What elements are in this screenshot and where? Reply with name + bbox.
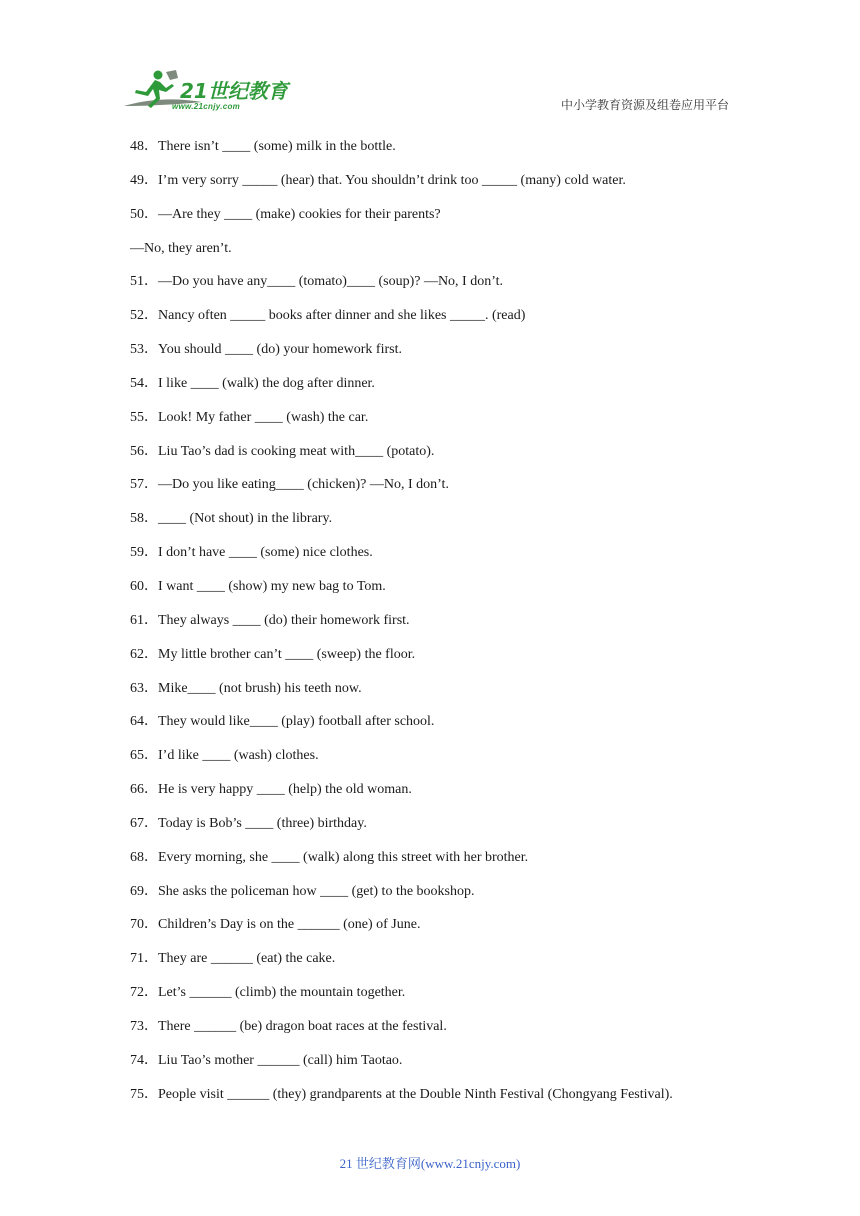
question-item: 75．People visit ______ (they) grandparents at the Double Ninth Festival (Chongyang Festival). [130,1086,673,1102]
question-item: 67．Today is Bob’s ____ (three) birthday. [130,815,367,831]
question-item: —No, they aren’t. [130,240,232,256]
logo-url: www.21cnjy.com [172,102,241,111]
question-item: 66．He is very happy ____ (help) the old woman. [130,782,412,798]
question-item: 53．You should ____ (do) your homework first. [130,342,402,358]
question-item: 71．They are ______ (eat) the cake. [130,951,336,967]
question-item: 48．There isn’t ____ (some) milk in the bottle. [130,139,396,154]
platform-title: 中小学教育资源及组卷应用平台 [560,98,729,112]
question-item: 58．____ (Not shout) in the library. [130,511,333,527]
question-item: 74．Liu Tao’s mother ______ (call) him Taotao. [130,1052,403,1068]
question-item: 52．Nancy often _____ books after dinner and she likes _____. (read) [130,308,526,324]
question-item: 72．Let’s ______ (climb) the mountain together. [130,985,406,1001]
question-item: 56．Liu Tao’s dad is cooking meat with____ (potato). [130,443,435,459]
question-item: 63．Mike____ (not brush) his teeth now. [130,680,362,696]
question-item: 51．—Do you have any____ (tomato)____ (soup)? —No, I don’t. [130,274,504,290]
logo-text: 21世纪教育 [180,79,288,103]
question-item: 61．They always ____ (do) their homework first. [130,612,410,628]
question-item: 60．I want ____ (show) my new bag to Tom. [130,578,386,594]
question-item: 65．I’d like ____ (wash) clothes. [130,748,319,764]
question-item: 62．My little brother can’t ____ (sweep) the floor. [130,646,416,662]
question-item: 68．Every morning, she ____ (walk) along this street with her brother. [130,849,529,865]
question-item: 55．Look! My father ____ (wash) the car. [130,409,369,425]
page-footer: 21 世纪教育网(www.21cnjy.com) [339,1156,521,1171]
question-item: 73．There ______ (be) dragon boat races at the festival. [130,1018,447,1034]
question-item: 59．I don’t have ____ (some) nice clothes. [130,545,373,561]
question-item: 57．—Do you like eating____ (chicken)? —No, I don’t. [130,477,449,493]
question-item: 69．She asks the policeman how ____ (get) to the bookshop. [130,883,475,899]
question-item: 70．Children’s Day is on the ______ (one) of June. [130,917,421,933]
question-list [130,136,750,1117]
page-header [0,0,860,120]
question-item: 49．I’m very sorry _____ (hear) that. You shouldn’t drink too _____ (many) cold water. [130,172,626,188]
question-item: 64．They would like____ (play) football after school. [130,714,435,730]
question-item: 54．I like ____ (walk) the dog after dinner. [130,375,375,391]
question-item: 50．—Are they ____ (make) cookies for their parents? [130,206,441,222]
